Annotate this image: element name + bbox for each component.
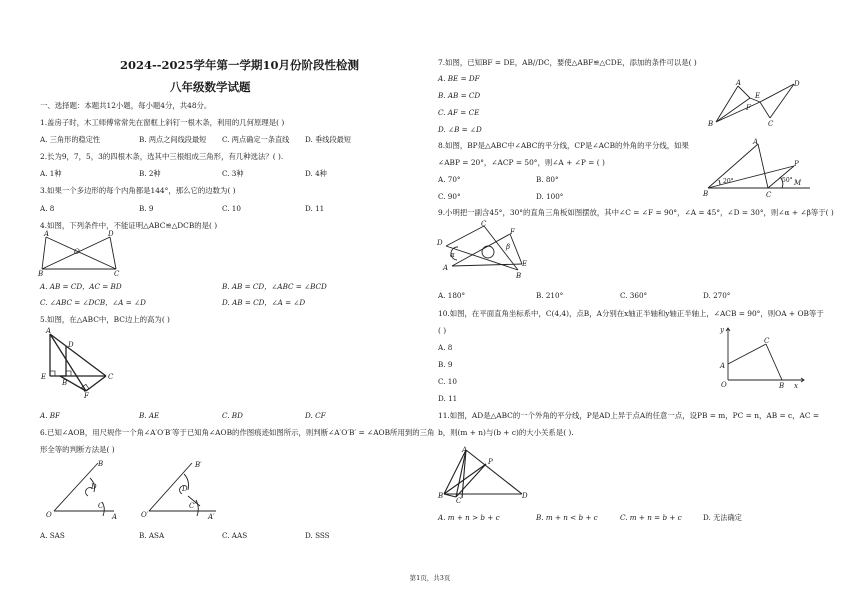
q7-option-b[interactable]: B. AB = CD xyxy=(438,91,481,100)
q11-label-b: B xyxy=(438,492,444,500)
q2-stem: 2.长为9，7，5，3的四根木条，选其中三根组成三角形，有几种选法？( ). xyxy=(40,152,284,161)
q11-option-b[interactable]: B. m + n < b + c xyxy=(536,513,598,522)
q9-label-f: F xyxy=(510,228,515,236)
q9-label-b: B xyxy=(516,272,522,280)
q4-label-b: B xyxy=(38,270,44,278)
q11-stem-line2: b，则(m + n)与(b + c)的大小关系是( ). xyxy=(438,428,574,437)
q7-figure xyxy=(708,78,804,128)
q4-option-a[interactable]: A. AB = CD，AC = BD xyxy=(40,282,122,291)
q4-option-b[interactable]: B. AB = CD，∠ABC = ∠BCD xyxy=(222,282,327,291)
q4-figure xyxy=(38,232,128,280)
q4-label-a: A xyxy=(44,230,50,238)
q4-label-d: D xyxy=(108,230,114,238)
q8-label-b: B xyxy=(703,190,709,198)
q8-label-c: C xyxy=(766,191,772,199)
q6-label-a: A xyxy=(112,513,118,521)
q11-label-p: P xyxy=(488,458,493,466)
q9-option-a[interactable]: A. 180° xyxy=(438,291,466,300)
q8-option-b[interactable]: B. 80° xyxy=(536,175,559,184)
q7-label-c: C xyxy=(768,120,774,128)
q9-label-c: C xyxy=(481,220,487,228)
q6-label-c: C xyxy=(98,502,104,510)
q9-option-b[interactable]: B. 210° xyxy=(536,291,564,300)
q10-label-c: C xyxy=(764,337,770,345)
q2-option-a[interactable]: A. 1种 xyxy=(40,169,62,178)
q5-label-d: D xyxy=(68,341,74,349)
q11-option-c[interactable]: C. m + n = b + c xyxy=(620,513,682,522)
q1-option-d[interactable]: D. 垂线段最短 xyxy=(305,135,352,144)
q5-label-b: B xyxy=(62,379,68,387)
q10-label-b: B xyxy=(779,382,785,390)
q5-label-c: C xyxy=(108,373,114,381)
q11-label-c: C xyxy=(456,497,462,505)
q3-option-b[interactable]: B. 9 xyxy=(139,204,154,213)
q6-stem-line2: 形全等的判断方法是( ) xyxy=(40,445,115,454)
q6-label-o-prime: O′ xyxy=(141,511,149,519)
q11-option-a[interactable]: A. m + n > b + c xyxy=(438,513,500,522)
q8-label-a: A xyxy=(753,138,759,146)
q8-option-d[interactable]: D. 100° xyxy=(536,192,564,201)
q7-option-d[interactable]: D. ∠B = ∠D xyxy=(438,125,482,134)
q7-label-d: D xyxy=(794,80,800,88)
q7-option-c[interactable]: C. AF = CE xyxy=(438,108,480,117)
q6-label-c-prime: C′ xyxy=(189,502,196,510)
q1-option-b[interactable]: B. 两点之间线段最短 xyxy=(139,135,207,144)
section-heading: 一、选择题：本题共12小题，每小题4分，共48分。 xyxy=(40,101,212,110)
q8-label-angle50: 50° xyxy=(782,177,793,184)
q6-option-a[interactable]: A. SAS xyxy=(40,531,65,540)
q6-label-d: D xyxy=(91,483,97,491)
q4-option-c[interactable]: C. ∠ABC = ∠DCB，∠A = ∠D xyxy=(40,298,146,307)
q10-paren: ( ) xyxy=(438,326,447,335)
q6-figure xyxy=(40,458,230,520)
q10-label-o: O xyxy=(721,381,727,389)
q7-label-b: B xyxy=(708,120,714,128)
q2-option-d[interactable]: D. 4种 xyxy=(305,169,327,178)
q8-stem-line2: ∠ABP = 20°，∠ACP = 50°，则∠A + ∠P = ( ) xyxy=(438,158,605,167)
page-footer: 第1页，共3页 xyxy=(409,574,451,582)
q8-option-c[interactable]: C. 90° xyxy=(438,192,461,201)
q4-stem: 4.如图，下列条件中，不能证明△ABC≌△DCB的是( ) xyxy=(40,221,218,230)
q11-figure xyxy=(436,444,532,504)
q9-label-beta: β xyxy=(506,243,511,251)
q11-option-d[interactable]: D. 无法确定 xyxy=(703,513,742,522)
q9-figure xyxy=(436,220,532,280)
q3-option-c[interactable]: C. 10 xyxy=(222,204,241,213)
q7-stem: 7.如图，已知BF = DE，AB//DC，要使△ABF≌△CDE，添加的条件可以是( ) xyxy=(438,58,697,67)
q6-option-c[interactable]: C. AAS xyxy=(222,531,248,540)
q9-option-d[interactable]: D. 270° xyxy=(703,291,731,300)
q6-label-d-prime: D′ xyxy=(182,485,190,493)
q7-label-a: A xyxy=(736,79,742,87)
q1-stem: 1.盖房子时，木工师傅常常先在窗框上斜钉一根木条，利用的几何原理是( ) xyxy=(40,118,285,127)
q6-label-o: O xyxy=(46,511,52,519)
q4-label-o: O xyxy=(74,248,80,256)
q4-label-c: C xyxy=(114,270,120,278)
q8-label-p: P xyxy=(794,160,799,168)
q2-option-b[interactable]: B. 2种 xyxy=(139,169,161,178)
q10-option-c[interactable]: C. 10 xyxy=(438,377,457,386)
q5-option-b[interactable]: B. AE xyxy=(139,411,160,420)
q2-option-c[interactable]: C. 3种 xyxy=(222,169,244,178)
q6-stem-line1: 6.已知∠AOB，用尺规作一个角∠A′O′B′等于已知角∠AOB的作图痕迹如图所示，则判断∠A′O′B′ = ∠AOB所用到的三角 xyxy=(40,428,435,437)
q4-option-d[interactable]: D. AB = CD，∠A = ∠D xyxy=(222,298,306,307)
q8-option-a[interactable]: A. 70° xyxy=(438,175,461,184)
q9-label-a: A xyxy=(443,264,449,272)
q5-figure xyxy=(38,328,118,398)
q10-option-d[interactable]: D. 11 xyxy=(438,394,458,403)
q3-option-a[interactable]: A. 8 xyxy=(40,204,55,213)
q10-option-a[interactable]: A. 8 xyxy=(438,343,453,352)
q8-figure xyxy=(700,138,815,202)
q3-option-d[interactable]: D. 11 xyxy=(305,204,325,213)
q10-label-x: x xyxy=(794,382,798,390)
q1-option-a[interactable]: A. 三角形的稳定性 xyxy=(40,135,101,144)
q11-stem-line1: 11.如图，AD是△ABC的一个外角的平分线，P是AD上异于点A的任意一点，设PB = m，PC = n，AB = c，AC = xyxy=(438,411,820,420)
q9-option-c[interactable]: C. 360° xyxy=(620,291,648,300)
q10-option-b[interactable]: B. 9 xyxy=(438,360,453,369)
q1-option-c[interactable]: C. 两点确定一条直线 xyxy=(222,135,290,144)
q9-label-d: D xyxy=(437,239,443,247)
exam-subtitle: 八年级数学试题 xyxy=(170,80,251,94)
q5-option-a[interactable]: A. BF xyxy=(40,411,61,420)
q5-label-a: A xyxy=(46,327,52,335)
q8-label-angle20: 20° xyxy=(723,178,734,185)
q3-stem: 3.如果一个多边形的每个内角都是144°，那么它的边数为( ) xyxy=(40,186,236,195)
q6-label-b-prime: B′ xyxy=(195,461,202,469)
q10-stem: 10.如图，在平面直角坐标系中，C(4,4)，点B，A分别在x轴正半轴和y轴正半轴上，∠ACB = 90°，则OA + OB等于 xyxy=(438,309,824,318)
q10-figure xyxy=(716,324,808,390)
q7-label-f: F xyxy=(746,104,751,112)
q8-stem-line1: 8.如图，BP是△ABC中∠ABC的平分线，CP是∠ACB的外角的平分线，如果 xyxy=(438,141,689,150)
q5-option-d[interactable]: D. CF xyxy=(305,411,326,420)
q11-label-d: D xyxy=(522,492,528,500)
q8-label-m: M xyxy=(794,179,802,187)
q6-label-b: B xyxy=(98,460,104,468)
q5-label-e: E xyxy=(41,373,47,381)
q6-option-b[interactable]: B. ASA xyxy=(139,531,165,540)
q10-label-y: y xyxy=(720,326,724,334)
q9-label-e: E xyxy=(522,260,528,268)
q5-option-c[interactable]: C. BD xyxy=(222,411,243,420)
q6-label-a-prime: A′ xyxy=(208,513,215,521)
q5-label-f: F xyxy=(84,392,89,400)
q5-stem: 5.如图，在△ABC中，BC边上的高为( ) xyxy=(40,315,170,324)
q11-label-a: A xyxy=(462,446,468,454)
q9-stem: 9.小明把一副含45°，30°的直角三角板如图摆放，其中∠C = ∠F = 90°，∠A = 45°，∠D = 30°，则∠α + ∠β等于( ) xyxy=(438,208,834,217)
q7-label-e: E xyxy=(755,92,761,100)
q7-option-a[interactable]: A. BE = DF xyxy=(438,74,480,83)
q10-label-a: A xyxy=(720,362,726,370)
q9-label-alpha: α xyxy=(450,251,455,259)
exam-title: 2024--2025学年第一学期10月份阶段性检测 xyxy=(120,58,360,72)
q6-option-d[interactable]: D. SSS xyxy=(305,531,330,540)
